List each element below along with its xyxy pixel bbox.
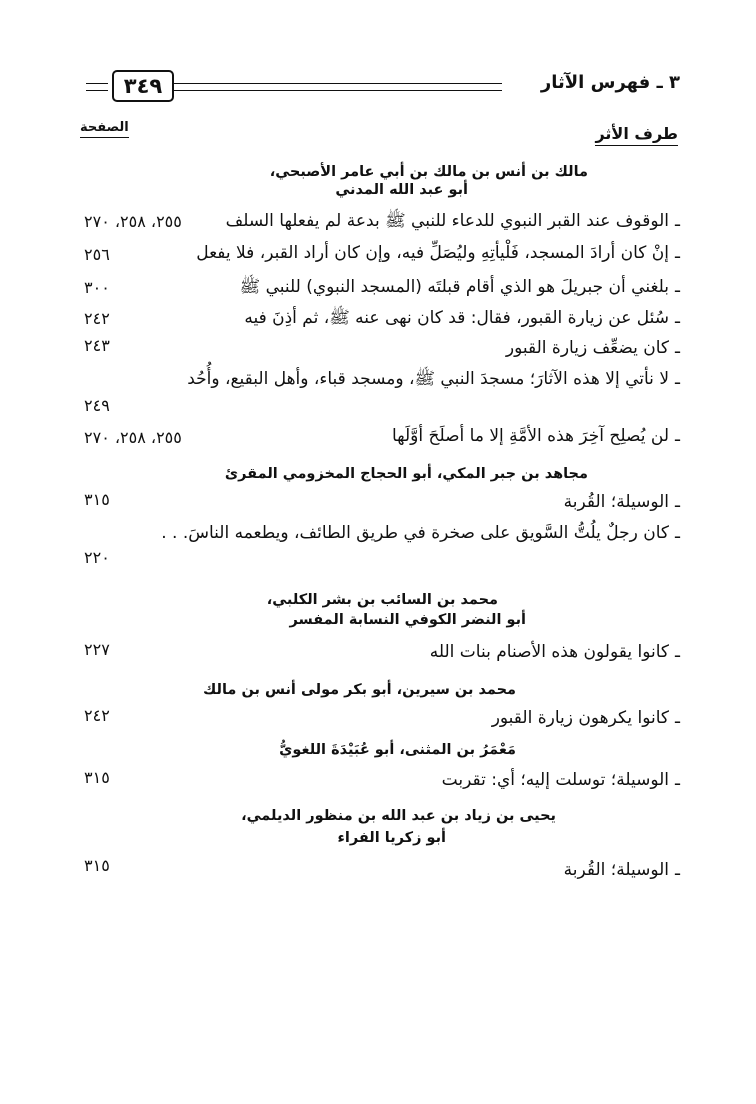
entry-pages: ٢٥٥، ٢٥٨، ٢٧٠ <box>84 212 182 231</box>
entry-dash: ـ <box>675 523 680 543</box>
narrator-kunya: أبو عبد الله المدني <box>335 182 468 198</box>
entry <box>564 860 680 880</box>
narrator-heading <box>225 466 588 482</box>
narrator-name: مَعْمَرُ بن المثنى، أبو عُبَيْدَةَ اللغويُّ <box>279 742 516 758</box>
entry-text: بلغني أن جبريلَ هو الذي أقام قبلتَه (المسجد النبوي) للنبي ﷺ <box>239 277 670 297</box>
entry-text: كان يضعِّف زيارة القبور <box>505 338 670 358</box>
entry-pages: ٣١٥ <box>84 768 110 787</box>
entry-dash: ـ <box>675 642 680 662</box>
narrator-heading <box>266 592 526 628</box>
narrator-heading <box>203 682 516 698</box>
entry <box>150 364 680 394</box>
entry-dash: ـ <box>675 338 680 358</box>
entry-text: كان رجلٌ يلُتُّ السَّويق على صخرة في طريق الطائف، ويطعمه الناسَ. . . <box>161 523 670 543</box>
running-header <box>86 70 680 106</box>
entry-text: الوسيلة؛ القُربة <box>563 860 670 880</box>
entry-pages: ٣١٥ <box>84 856 110 875</box>
entry-text: لن يُصلِح آخِرَ هذه الأمَّةِ إلا ما أصلَحَ أوَّلَها <box>391 426 670 446</box>
narrator-name: مالك بن أنس بن مالك بن أبي عامر الأصبحي، <box>269 164 588 180</box>
entry-pages: ٢٥٦ <box>84 245 110 264</box>
narrator-kunya: أبو زكريا الفراء <box>337 830 446 846</box>
entry-pages: ٢٤٢ <box>84 309 110 328</box>
narrator-name: يحيى بن زياد بن عبد الله بن منظور الديلمي، <box>241 808 556 824</box>
entry <box>564 492 680 512</box>
entry-pages: ٢٤٢ <box>84 706 110 725</box>
entry-text: الوسيلة؛ القُربة <box>563 492 670 512</box>
entry <box>392 426 680 446</box>
page-column-heading: الصفحة <box>80 120 129 138</box>
header-double-rule-short <box>86 83 108 91</box>
entry <box>240 276 680 301</box>
entry <box>442 770 680 790</box>
entry-dash: ـ <box>675 492 680 512</box>
entry-pages: ٣١٥ <box>84 490 110 509</box>
narrator-name: محمد بن السائب بن بشر الكلبي، <box>266 592 498 608</box>
entry-dash: ـ <box>675 243 680 263</box>
entry-dash: ـ <box>675 708 680 728</box>
entry-text: لا نأتي إلا هذه الآثارَ؛ مسجدَ النبي ﷺ، ومسجد قباء، وأهل البقيع، وأُحُد <box>187 369 670 389</box>
entry-pages: ٢٥٥، ٢٥٨، ٢٧٠ <box>84 428 182 447</box>
entry <box>430 642 680 662</box>
entry-dash: ـ <box>675 308 680 328</box>
entry-pages: ٢٤٣ <box>84 336 110 355</box>
section-title: ٣ ـ فهرس الآثار <box>540 72 680 93</box>
page-number: ٣٤٩ <box>112 70 174 102</box>
narrator-name: مجاهد بن جبر المكي، أبو الحجاج المخزومي المقرئ <box>224 466 588 482</box>
entry-text: كانوا يقولون هذه الأصنام بنات الله <box>429 642 670 662</box>
entry-dash: ـ <box>675 860 680 880</box>
entry-dash: ـ <box>675 770 680 790</box>
entry <box>226 210 680 235</box>
entry-dash: ـ <box>675 369 680 389</box>
entry-text: سُئل عن زيارة القبور، فقال: قد كان نهى عنه ﷺ، ثم أذِنَ فيه <box>244 308 670 328</box>
header-double-rule <box>174 83 502 91</box>
entry <box>244 307 680 332</box>
entry <box>492 708 680 728</box>
entry-pages: ٢٢٠ <box>84 548 110 567</box>
entry-dash: ـ <box>675 426 680 446</box>
entry <box>150 518 680 548</box>
narrator-name: محمد بن سيرين، أبو بكر مولى أنس بن مالك <box>203 682 516 698</box>
entry-pages: ٢٢٧ <box>84 640 110 659</box>
narrator-heading <box>279 742 516 758</box>
athar-column-heading: طرف الأثر <box>595 124 678 146</box>
entry-pages: ٢٤٩ <box>84 396 110 415</box>
narrator-heading <box>270 164 588 198</box>
narrator-heading <box>241 808 556 846</box>
entry-text: كانوا يكرهون زيارة القبور <box>491 708 670 728</box>
entry-dash: ـ <box>675 277 680 297</box>
entry-text: الوسيلة؛ توسلت إليه؛ أي: تقربت <box>441 770 670 790</box>
entry <box>196 243 680 263</box>
entry <box>506 338 680 358</box>
entry-text: الوقوف عند القبر النبوي للدعاء للنبي ﷺ بدعة لم يفعلها السلف <box>225 211 670 231</box>
entry-dash: ـ <box>675 211 680 231</box>
entry-text: إنْ كان أرادَ المسجد، فَلْيأتِهِ وليُصَلِّ فيه، وإن كان أراد القبر، فلا يفعل <box>196 243 670 263</box>
narrator-kunya: أبو النضر الكوفي النسابة المفسر <box>289 612 526 628</box>
entry-pages: ٣٠٠ <box>84 278 110 297</box>
